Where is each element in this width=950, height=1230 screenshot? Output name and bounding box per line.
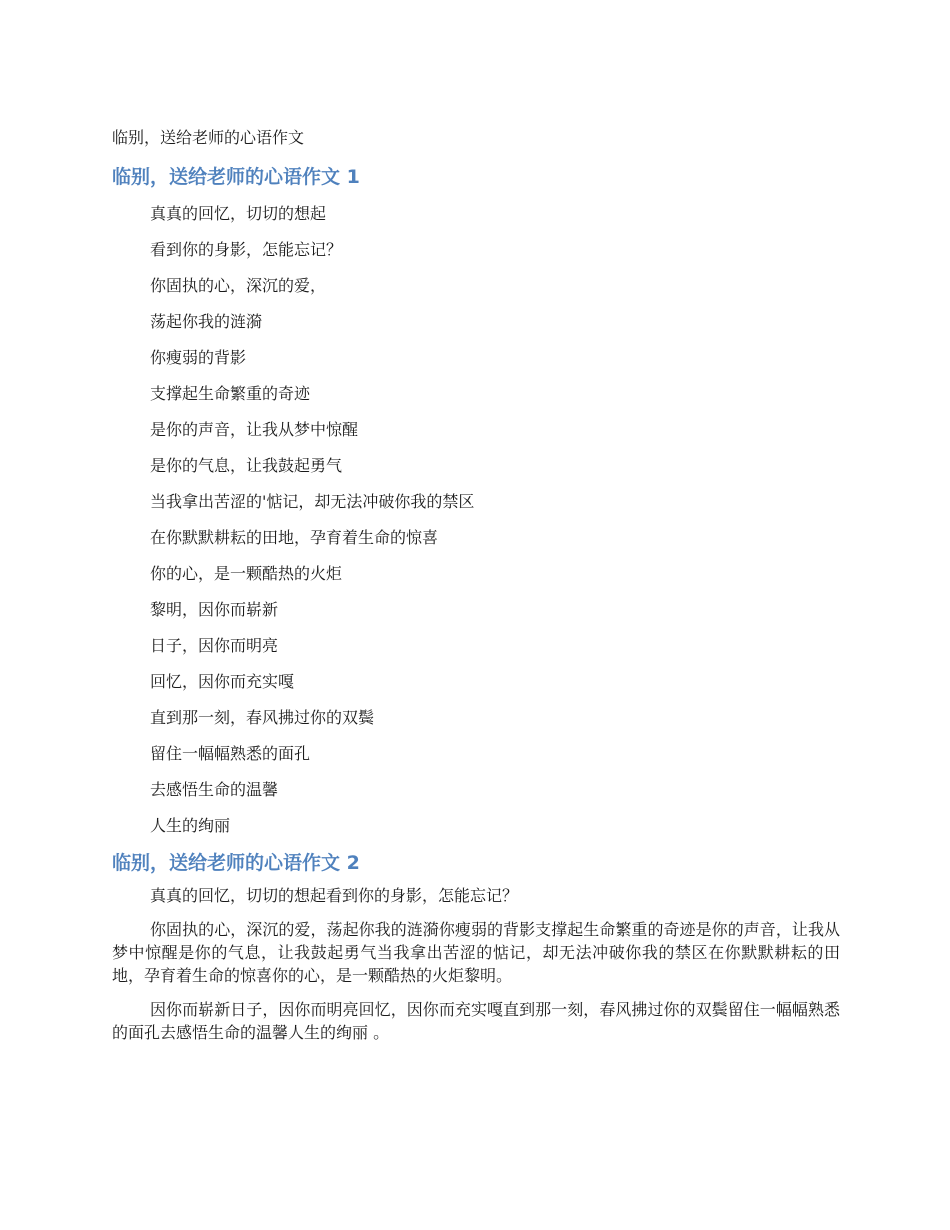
- section-heading-1: 临别，送给老师的心语作文 1: [112, 166, 360, 188]
- paragraph: 真真的回忆，切切的想起看到你的身影，怎能忘记？: [150, 886, 519, 905]
- document-title: 临别，送给老师的心语作文: [112, 128, 305, 147]
- section-heading-2: 临别，送给老师的心语作文 2: [112, 852, 360, 874]
- poem-line: 是你的声音，让我从梦中惊醒: [150, 420, 359, 439]
- poem-line: 你瘦弱的背影: [150, 348, 247, 367]
- poem-line: 留住一幅幅熟悉的面孔: [150, 744, 311, 763]
- poem-line: 你的心，是一颗酷热的火炬: [150, 564, 343, 583]
- poem-line: 黎明，因你而崭新: [150, 600, 279, 619]
- poem-line: 看到你的身影，怎能忘记？: [150, 240, 343, 259]
- poem-line: 当我拿出苦涩的'惦记，却无法冲破你我的禁区: [150, 492, 475, 511]
- poem-lines: [112, 196, 840, 844]
- poem-line: 在你默默耕耘的田地，孕育着生命的惊喜: [150, 528, 439, 547]
- poem-line: 真真的回忆，切切的想起: [150, 204, 327, 223]
- poem-line: 回忆，因你而充实嘎: [150, 672, 295, 691]
- poem-line: 人生的绚丽: [150, 816, 231, 835]
- poem-line: 去感悟生命的温馨: [150, 780, 279, 799]
- poem-line: 直到那一刻，春风拂过你的双鬓: [150, 708, 375, 727]
- poem-line: 日子，因你而明亮: [150, 636, 279, 655]
- poem-line: 荡起你我的涟漪: [150, 312, 263, 331]
- paragraph: 你固执的心，深沉的爱，荡起你我的涟漪你瘦弱的背影支撑起生命繁重的奇迹是你的声音，让我从梦中惊醒是你的气息，让我鼓起勇气当我拿出苦涩的惦记，却无法冲破你我的禁区在你默默耕耘的田地，孕育着生命的惊喜你的心，是一颗酷热的火炬黎明。: [112, 920, 840, 985]
- poem-line: 是你的气息，让我鼓起勇气: [150, 456, 343, 475]
- poem-line: 你固执的心，深沉的爱，: [150, 276, 327, 295]
- poem-line: 支撑起生命繁重的奇迹: [150, 384, 311, 403]
- document-body: [112, 124, 840, 1055]
- paragraph: 因你而崭新日子，因你而明亮回忆，因你而充实嘎直到那一刻，春风拂过你的双鬓留住一幅幅熟悉的面孔去感悟生命的温馨人生的绚丽 。: [112, 1000, 840, 1042]
